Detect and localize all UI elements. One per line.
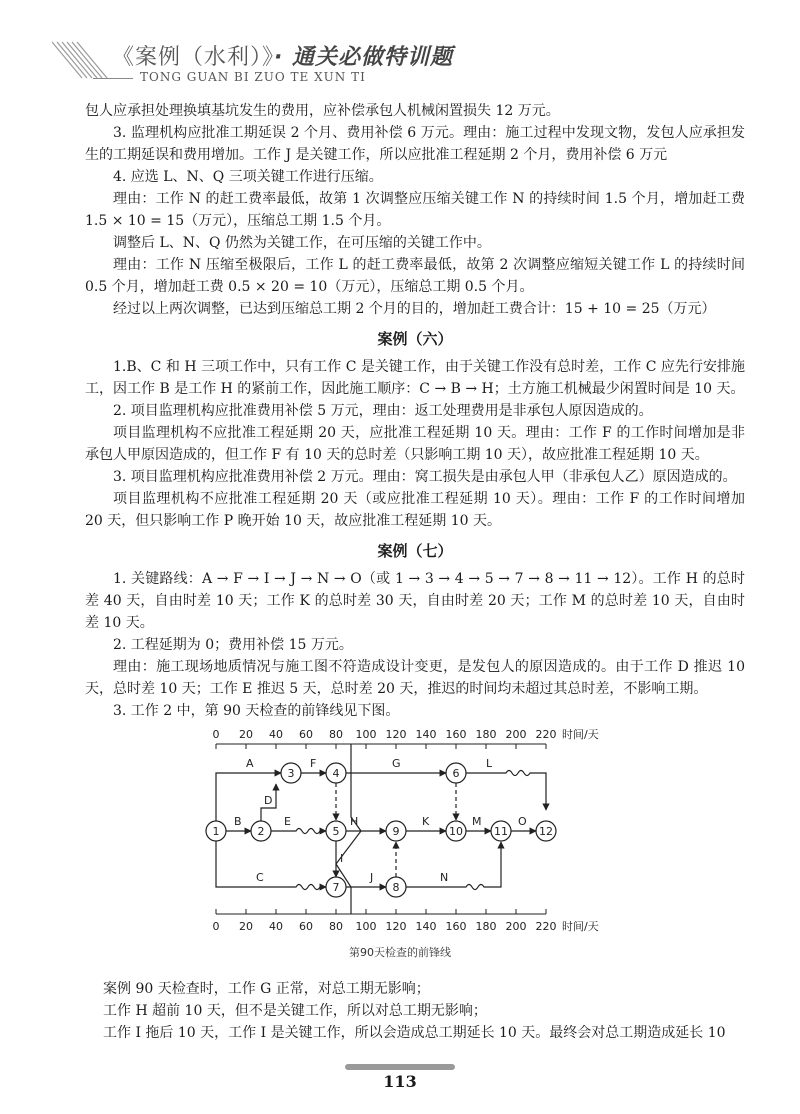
activity-l-arrow [466,771,546,811]
activity-n-arrow [406,842,501,890]
node-label: 9 [392,825,400,838]
paragraph: 3. 监理机构应批准工期延误 2 个月、费用补偿 6 万元。理由：施工过程中发现文物，发包人应承担发生的工期延误和费用增加。工作 J 是关键工作，所以应批准工程延期 2 个月，费用补偿 6 万元 [85,125,745,163]
activity-label-f: F [310,757,317,770]
case6-title: 案例（六） [377,330,453,348]
node-label: 7 [332,881,340,894]
activity-label-a: A [246,757,254,770]
paragraph: 2. 项目监理机构应批准费用补偿 5 万元，理由：返工处理费用是非承包人原因造成的。 [113,403,653,419]
paragraph: 经过以上两次调整，已达到压缩总工期 2 个月的目的，增加赶工费合计：15 + 10 = 25（万元） [113,301,716,317]
header-pinyin: TONG GUAN BI ZUO TE XUN TI [140,70,366,84]
paragraph: 项目监理机构不应批准工程延期 20 天（或应批准工程延期 10 天）。理由：工作 F 的工作时间增加 20 天，但只影响工作 P 晚开始 10 天，故应批准工程延期 10 天。 [85,491,745,529]
header-title [112,40,453,71]
top-tick-label: 80 [329,728,343,741]
paragraph: 1. 关键路线：A → F → I → J → N → O（或 1 → 3 → 4 → 5 → 7 → 8 → 11 → 12）。工作 H 的总时差 40 天，自由时差 10 天；工作 K 的总时差 30 天，自由时差 20 天；工作 M 的总时差 10 天，自由时差 10 天。 [85,571,745,631]
top-tick-label: 160 [445,728,467,741]
activity-label-e: E [284,815,291,828]
top-tick-label: 200 [505,728,527,741]
node-label: 1 [212,825,220,838]
node-label: 3 [287,767,295,780]
activity-e-arrow [271,829,326,834]
header-book-title: 《案例（水利）》 [112,45,275,70]
bottom-tick-label: 140 [415,920,437,933]
top-tick-label: 220 [535,728,557,741]
top-time-axis [213,727,599,749]
bottom-tick-label: 200 [505,920,527,933]
paragraph: 3. 项目监理机构应批准费用补偿 2 万元。理由：窝工损失是由承包人甲（非承包人乙）原因造成的。 [113,469,737,485]
paragraph: 1.B、C 和 H 三项工作中，只有工作 C 是关键工作，由于关键工作没有总时差，工作 C 应先行安排施工，因工作 B 是工作 H 的紧前工作，因此施工顺序：C → B → H；土方施工机械最少闲置时间是 10 天。 [85,359,745,397]
activity-label-m: M [472,815,482,828]
paragraph: 工作 H 超前 10 天，但不是关键工作，所以对总工期无影响； [103,1003,487,1019]
page-header [0,0,800,95]
paragraph: 项目监理机构不应批准工程延期 20 天，应批准工程延期 10 天。理由：工作 F 的工作时间增加是非承包人甲原因造成的，但工作 F 有 10 天的总时差（只影响工期 10 天），故应批准工程延期 10 天。 [85,425,745,463]
top-tick-label: 60 [299,728,313,741]
top-axis-label: 时间/天 [562,728,599,741]
bottom-tick-label: 220 [535,920,557,933]
activity-label-k: K [422,815,430,828]
page-content-bottom [85,978,745,1044]
paragraph: 调整后 L、N、Q 仍然为关键工作，在可压缩的关键工作中。 [113,235,491,251]
bottom-tick-label: 180 [475,920,497,933]
paragraph: 2. 工程延期为 0；费用补偿 15 万元。 [113,637,353,653]
activity-label-j: J [370,871,374,884]
node-label: 11 [494,825,508,838]
node-label: 4 [332,767,340,780]
bottom-tick-label: 100 [355,920,377,933]
node-label: 5 [332,825,340,838]
bottom-tick-label: 80 [329,920,343,933]
activity-label-g: G [392,757,401,770]
header-stripes-decoration [52,34,112,80]
top-tick-label: 140 [415,728,437,741]
node-label: 8 [392,881,400,894]
activity-label-c: C [256,871,264,884]
node-label: 6 [452,767,460,780]
figure-caption: 第90天检查的前锋线 [349,946,451,959]
paragraph: 理由：施工现场地质情况与施工图不符造成设计变更，是发包人的原因造成的。由于工作 D 推迟 10 天，总时差 10 天；工作 E 推迟 5 天，总时差 20 天，推迟的时间均未超过其总时差，不影响工期。 [85,659,745,697]
node-label: 12 [539,825,553,838]
footer-decoration [345,1064,455,1070]
page-number: 113 [383,1072,417,1091]
bottom-time-axis [213,909,599,933]
bottom-tick-label: 160 [445,920,467,933]
activity-label-l: L [486,757,493,770]
activity-label-h: H [350,815,359,828]
node-label: 10 [449,825,463,838]
header-rule [93,78,133,79]
activity-label-d: D [264,794,273,807]
activity-label-o: O [518,815,527,828]
paragraph: 4. 应选 L、N、Q 三项关键工作进行压缩。 [113,169,383,185]
bottom-tick-label: 40 [269,920,283,933]
bottom-tick-label: 0 [212,920,220,933]
bottom-tick-label: 60 [299,920,313,933]
paragraph: 理由：工作 N 的赶工费率最低，故第 1 次调整应压缩关键工作 N 的持续时间 1.5 个月，增加赶工费 1.5 × 10 = 15（万元），压缩总工期 1.5 个月。 [85,191,745,229]
top-tick-label: 100 [355,728,377,741]
activity-label-n: N [440,871,449,884]
activity-label-b: B [234,815,242,828]
bottom-tick-label: 20 [239,920,253,933]
top-tick-label: 40 [269,728,283,741]
network-diagram [200,722,610,962]
page-content [85,100,745,722]
activity-c-arrow [216,841,326,890]
paragraph: 工作 I 拖后 10 天，工作 I 是关键工作，所以会造成总工期延长 10 天。最终会对总工期造成延长 10 [103,1025,726,1041]
paragraph: 3. 工作 2 中，第 90 天检查的前锋线见下图。 [113,703,400,719]
top-tick-label: 120 [385,728,407,741]
case7-title: 案例（七） [377,542,453,560]
top-tick-label: 180 [475,728,497,741]
top-tick-label: 0 [212,728,220,741]
bottom-tick-label: 120 [385,920,407,933]
paragraph: 案例 90 天检查时，工作 G 正常，对总工期无影响； [103,981,430,997]
top-tick-label: 20 [239,728,253,741]
node-label: 2 [257,825,265,838]
bottom-axis-label: 时间/天 [562,920,599,933]
paragraph: 包人应承担处理换填基坑发生的费用，应补偿承包人机械闲置损失 12 万元。 [85,103,560,119]
header-subtitle: · 通关必做特训题 [274,45,454,70]
activity-label-i: I [340,852,344,865]
paragraph: 理由：工作 N 压缩至极限后，工作 L 的赶工费率最低，故第 2 次调整应缩短关键工作 L 的持续时间 0.5 个月，增加赶工费 0.5 × 20 = 10（万元），压缩总工期 0.5 个月。 [85,257,745,295]
